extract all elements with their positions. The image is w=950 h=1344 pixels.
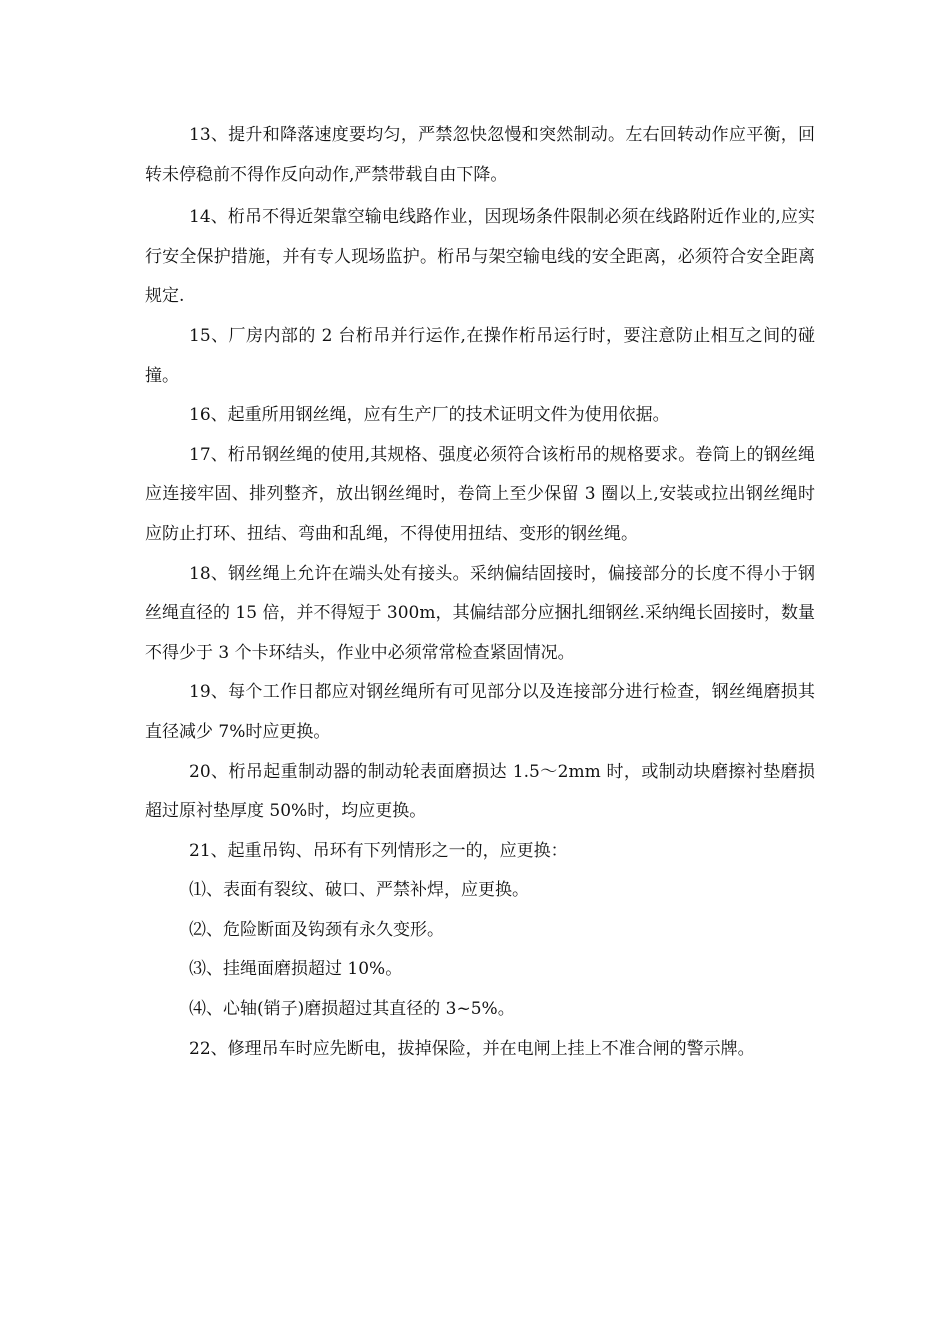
list-item-4: ⑷、心轴(销子)磨损超过其直径的 3~5%。 [189, 999, 515, 1020]
list-item-3: ⑶、挂绳面磨损超过 10%。 [189, 959, 403, 980]
paragraph-17: 17、桁吊钢丝绳的使用,其规格、强度必须符合该桁吊的规格要求。卷筒上的钢丝绳应连接牢固、排列整齐，放出钢丝绳时，卷筒上至少保留 3 圈以上,安装或拉出钢丝绳时应防止打环、扭结、弯曲和乱绳，不得使用扭结、变形的钢丝绳。 [145, 444, 815, 544]
paragraph-20: 20、桁吊起重制动器的制动轮表面磨损达 1.5～2mm 时，或制动块磨擦衬垫磨损超过原衬垫厚度 50%时，均应更换。 [145, 761, 815, 822]
paragraph-18: 18、钢丝绳上允许在端头处有接头。采纳偏结固接时，偏接部分的长度不得小于钢丝绳直径的 15 倍，并不得短于 300m，其偏结部分应捆扎细钢丝.采纳绳长固接时，数量不得少于 3 个卡环结头，作业中必须常常检查紧固情况。 [145, 563, 815, 663]
list-item-2: ⑵、危险断面及钩颈有永久变形。 [189, 919, 444, 940]
paragraph-15: 15、厂房内部的 2 台桁吊并行运作,在操作桁吊运行时，要注意防止相互之间的碰撞。 [145, 325, 815, 386]
paragraph-22: 22、修理吊车时应先断电，拔掉保险，并在电闸上挂上不准合闸的警示牌。 [189, 1038, 755, 1059]
list-item-1: ⑴、表面有裂纹、破口、严禁补焊，应更换。 [189, 880, 529, 901]
document-body [145, 116, 815, 1069]
paragraph-14: 14、桁吊不得近架靠空输电线路作业，因现场条件限制必须在线路附近作业的,应实行安全保护措施，并有专人现场监护。桁吊与架空输电线的安全距离，必须符合安全距离规定. [145, 207, 815, 307]
paragraph-16: 16、起重所用钢丝绳，应有生产厂的技术证明文件为使用依据。 [189, 405, 670, 426]
paragraph-19: 19、每个工作日都应对钢丝绳所有可见部分以及连接部分进行检查，钢丝绳磨损其直径减少 7%时应更换。 [145, 682, 815, 742]
paragraph-21: 21、起重吊钩、吊环有下列情形之一的，应更换： [189, 840, 568, 861]
paragraph-13: 13、提升和降落速度要均匀，严禁忽快忽慢和突然制动。左右回转动作应平衡，回转未停稳前不得作反向动作,严禁带载自由下降。 [145, 125, 815, 185]
